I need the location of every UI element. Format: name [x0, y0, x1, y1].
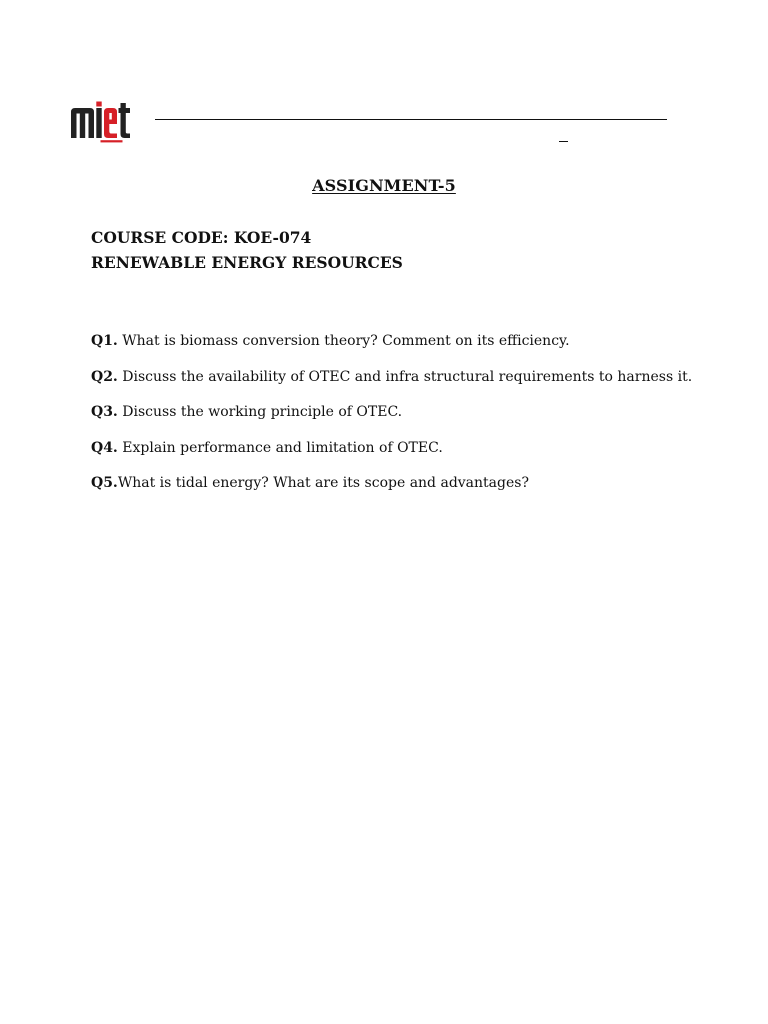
question-text: Discuss the working principle of OTEC.	[122, 404, 403, 421]
question-number: Q5.	[91, 475, 118, 492]
question-number: Q4.	[91, 439, 118, 456]
miet-logo	[70, 100, 132, 144]
miet-logo-mark	[70, 100, 132, 144]
assignment-title: ASSIGNMENT-5	[312, 176, 456, 195]
course-name: RENEWABLE ENERGY RESOURCES	[91, 253, 403, 272]
question-text: Explain performance and limitation of OTEC.	[122, 439, 443, 456]
question-number: Q1.	[91, 333, 118, 349]
question-item	[91, 367, 731, 403]
question-list	[91, 331, 731, 509]
question-text: What is biomass conversion theory? Comment on its efficiency.	[122, 333, 570, 349]
question-text: Discuss the availability of OTEC and infra structural requirements to harness it.	[122, 368, 693, 385]
course-code: COURSE CODE: KOE-074	[91, 228, 312, 247]
header-rule	[155, 119, 667, 120]
question-item	[91, 438, 731, 474]
question-item	[91, 402, 731, 438]
question-number: Q3.	[91, 404, 118, 421]
question-item	[91, 331, 731, 367]
course-info	[91, 225, 403, 275]
question-item	[91, 473, 731, 509]
header-dash-mark	[559, 141, 568, 142]
question-text: What is tidal energy? What are its scope and advantages?	[117, 475, 529, 492]
question-number: Q2.	[91, 368, 118, 385]
